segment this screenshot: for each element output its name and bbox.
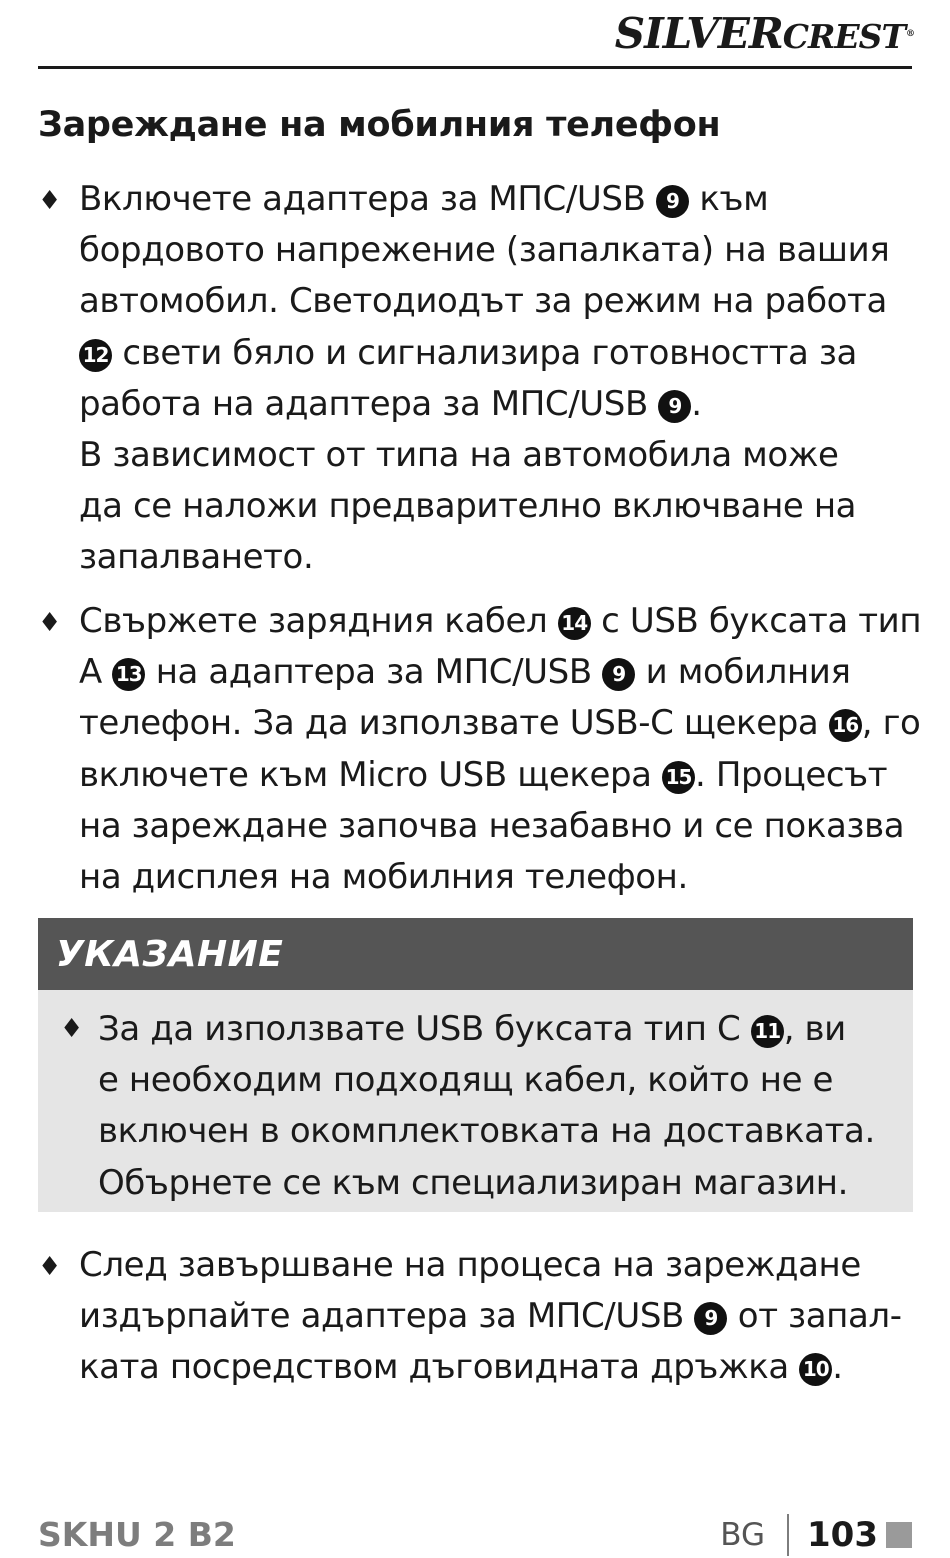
- page-number: 103: [807, 1515, 878, 1555]
- note-title: УКАЗАНИЕ: [38, 918, 913, 990]
- callout-number: 12: [79, 339, 112, 372]
- section-title: Зареждане на мобилния телефон: [38, 105, 721, 145]
- callout-number: 13: [112, 658, 145, 691]
- callout-number: 11: [751, 1015, 784, 1048]
- callout-number: 14: [558, 607, 591, 640]
- callout-number: 9: [602, 658, 635, 691]
- language-code: BG: [720, 1517, 766, 1553]
- bullet-icon: ♦: [38, 608, 62, 638]
- note-text: За да използвате USB буксата тип C 11 , ви е необходим подходящ кабел, който не е включен в окомплектовката на доставката. Обърнете се към специализиран магазин.: [98, 1009, 875, 1203]
- list-item-text: Включете адаптера за МПС/USB 9 към бордовото напрежение (запалката) на вашия автомобил. Светодиодът за режим на работа 12 свети бяло и сигнализира готовността за работа на адаптера за МПС/USB 9 . В зависимост от типа на автомобила може да се наложи предварително включване на запалването.: [79, 179, 890, 578]
- list-item-connect-cable: [38, 596, 922, 903]
- bullet-icon: ♦: [38, 1252, 62, 1282]
- callout-number: 9: [658, 390, 691, 423]
- callout-number: 9: [694, 1302, 727, 1335]
- brand-logo: SILVERCREST®: [614, 9, 914, 58]
- header-rule: [38, 66, 912, 69]
- footer-model: SKHU 2 B2: [38, 1515, 236, 1554]
- list-item-connect-adapter: [38, 174, 914, 584]
- callout-number: 10: [799, 1353, 832, 1386]
- note-box: [38, 918, 913, 1212]
- callout-number: 15: [662, 761, 695, 794]
- list-item-text: След завършване на процеса на зареждане издърпайте адаптера за МПС/USB 9 от запал- ката посредством дъговидната дръжка 10 .: [79, 1245, 902, 1388]
- bullet-icon: ♦: [38, 186, 62, 216]
- callout-number: 16: [829, 709, 862, 742]
- footer-divider: [787, 1514, 789, 1556]
- bullet-icon: ♦: [60, 1014, 84, 1044]
- list-item-text: Свържете зарядния кабел 14 с USB буксата тип A 13 на адаптера за МПС/USB 9 и мобилния телефон. За да използвате USB-C щекера 16 , го включете към Micro USB щекера 15 . Процесът на зареждане започва незабавно и се показва на дисплея на мобилния телефон.: [79, 601, 922, 898]
- note-body: [38, 990, 913, 1212]
- callout-number: 9: [656, 185, 689, 218]
- page-marker-square: [886, 1522, 912, 1548]
- list-item-unplug-adapter: [38, 1240, 914, 1394]
- footer-pagination: [720, 1512, 912, 1558]
